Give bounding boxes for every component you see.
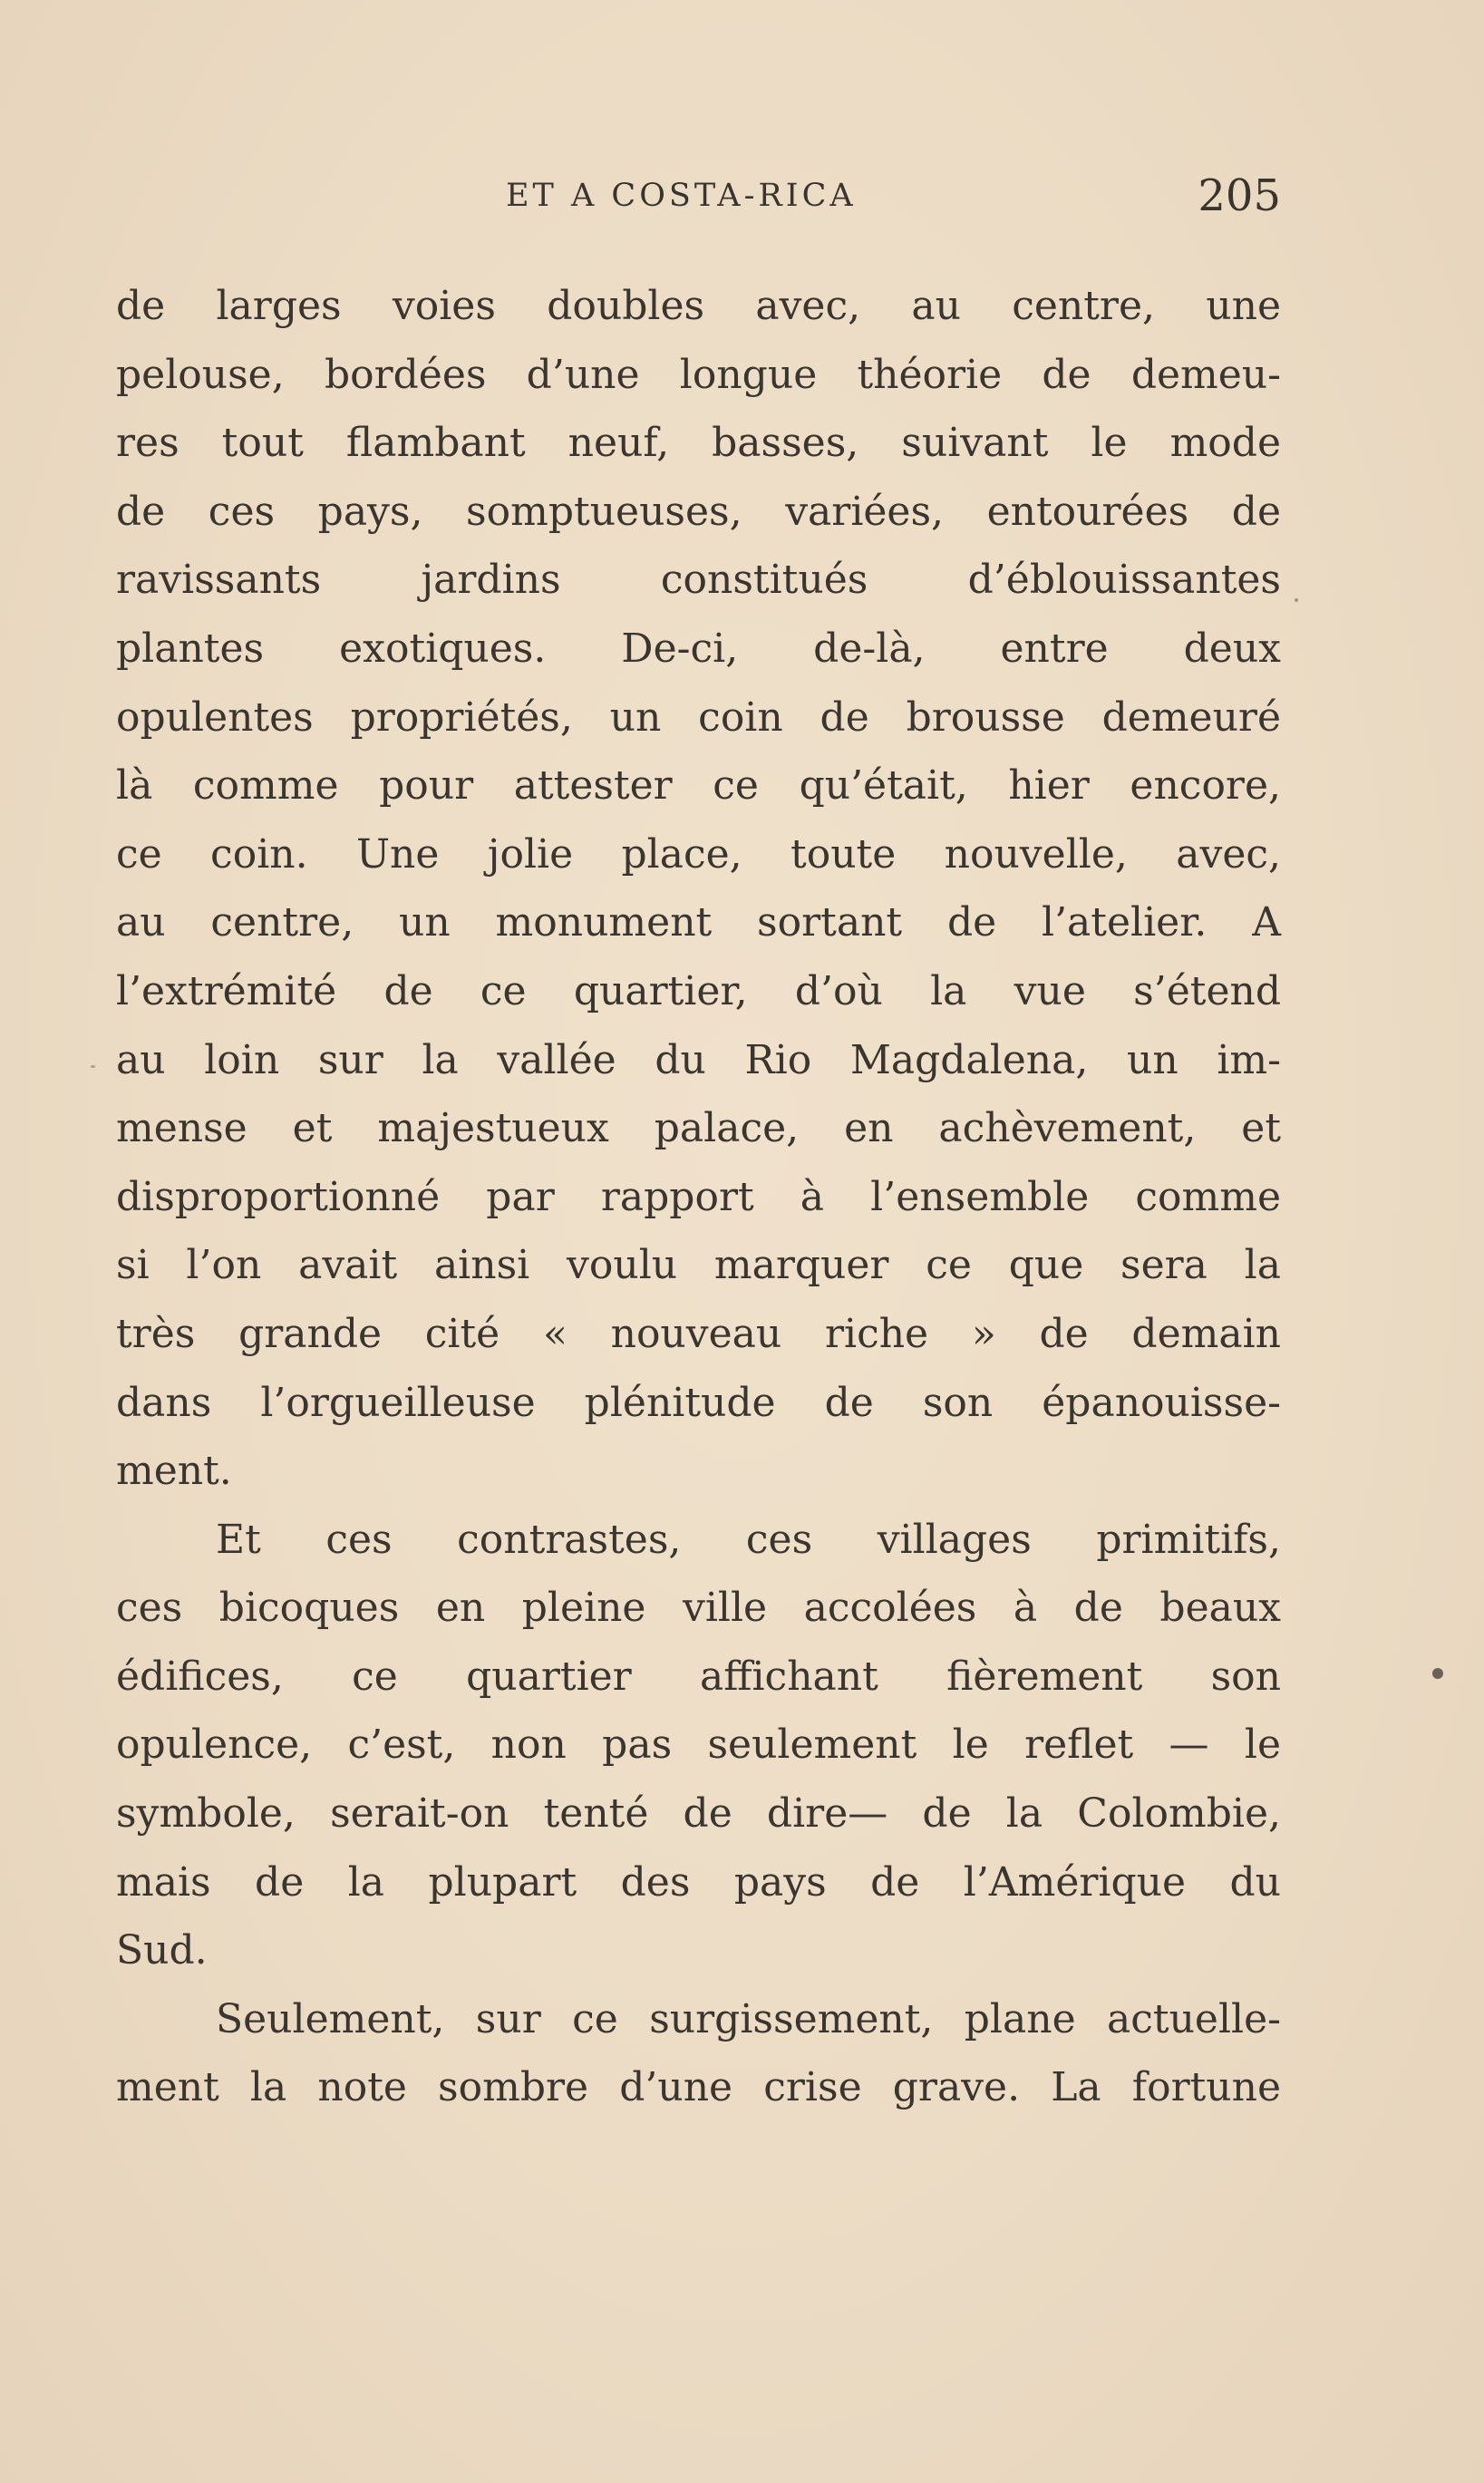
- text-line: très grande cité « nouveau riche » de demain: [116, 1310, 1281, 1357]
- body-text: [116, 272, 1281, 2122]
- text-line: symbole, serait-on tenté de dire— de la Colombie,: [116, 1790, 1281, 1838]
- page-number: 205: [1198, 170, 1281, 221]
- text-line: ce coin. Une jolie place, toute nouvelle, avec,: [116, 830, 1281, 878]
- text-line: pelouse, bordées d’une longue théorie de demeu-: [116, 351, 1281, 398]
- ink-speck: [91, 1065, 95, 1068]
- text-line: au centre, un monument sortant de l’atelier. A: [116, 899, 1281, 946]
- text-line: l’extrémité de ce quartier, d’où la vue s’étend: [116, 967, 1281, 1014]
- text-line: au loin sur la vallée du Rio Magdalena, un im-: [116, 1036, 1281, 1083]
- text-line: ment la note sombre d’une crise grave. La fortune: [116, 2064, 1281, 2111]
- text-line: de larges voies doubles avec, au centre, une: [116, 283, 1281, 329]
- text-line: ment.: [116, 1448, 232, 1495]
- page-header: [116, 170, 1281, 225]
- text-line: opulentes propriétés, un coin de brousse demeuré: [116, 693, 1281, 741]
- text-line: ces bicoques en pleine ville accolées à de beaux: [116, 1585, 1281, 1632]
- ink-speck: [1432, 1668, 1443, 1679]
- text-line: plantes exotiques. De-ci, de-là, entre deux: [116, 625, 1281, 672]
- ink-speck: [1295, 598, 1298, 602]
- text-line: de ces pays, somptueuses, variées, entourées de: [116, 488, 1281, 535]
- text-line: Sud.: [116, 1927, 208, 1974]
- text-line: mense et majestueux palace, en achèvement, et: [116, 1105, 1281, 1152]
- text-line: mais de la plupart des pays de l’Amérique du: [116, 1858, 1281, 1906]
- text-line: opulence, c’est, non pas seulement le reflet — le: [116, 1722, 1281, 1769]
- text-line: dans l’orgueilleuse plénitude de son épanouisse-: [116, 1379, 1281, 1426]
- text-line: res tout flambant neuf, basses, suivant le mode: [116, 420, 1281, 467]
- text-line: disproportionné par rapport à l’ensemble comme: [116, 1173, 1281, 1220]
- running-head: ET A COSTA-RICA: [506, 178, 857, 214]
- text-line: si l’on avait ainsi voulu marquer ce que sera la: [116, 1242, 1281, 1289]
- text-line: ravissants jardins constitués d’éblouissantes: [116, 557, 1281, 604]
- paragraph-first-line: Et ces contrastes, ces villages primitifs,: [216, 1516, 1281, 1563]
- paragraph-first-line: Seulement, sur ce surgissement, plane actuelle-: [216, 1995, 1281, 2042]
- text-line: édifices, ce quartier affichant fièrement son: [116, 1653, 1281, 1700]
- text-line: là comme pour attester ce qu’était, hier encore,: [116, 762, 1281, 810]
